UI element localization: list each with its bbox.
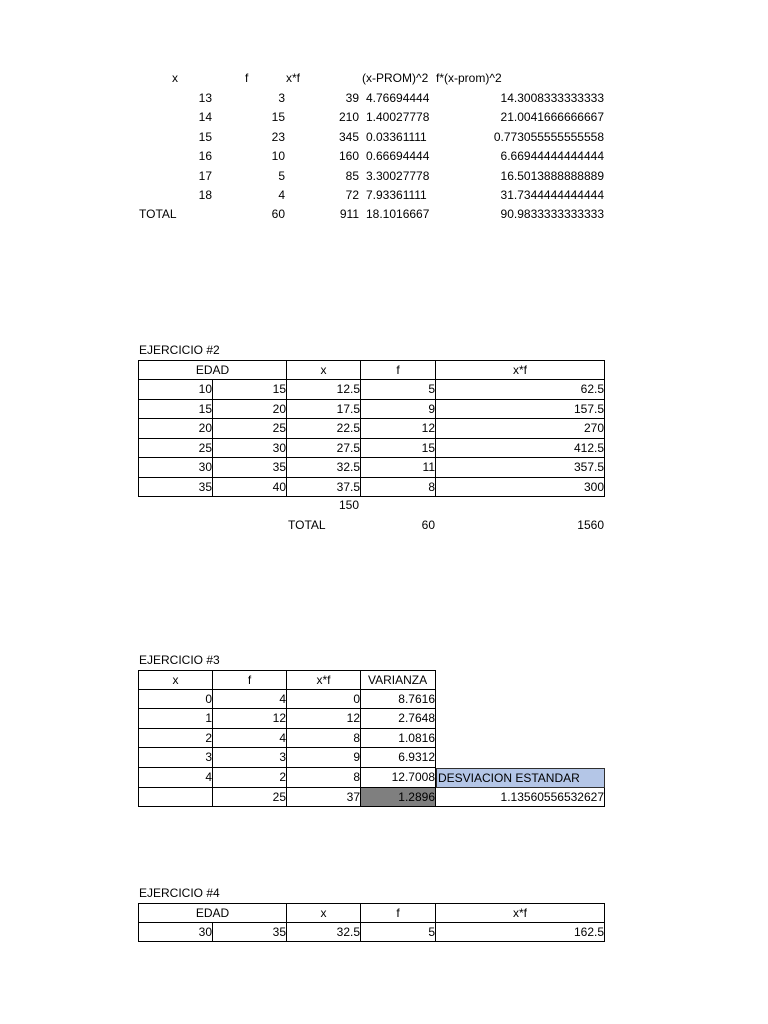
cell-x-prom-sq: 1.40027778 (366, 110, 430, 124)
cell-xf: 8 (287, 729, 361, 748)
cell-xf: 357.5 (436, 458, 605, 478)
cell-x: 22.5 (287, 419, 361, 439)
cell-edad-to: 35 (213, 923, 287, 942)
cell-x: 16 (198, 149, 212, 163)
cell-f: 4 (278, 188, 285, 202)
cell-edad-to: 40 (213, 478, 287, 497)
cell-edad-to: 25 (213, 419, 287, 439)
cell-edad-from: 10 (138, 380, 213, 400)
cell-edad-from: 30 (138, 923, 213, 942)
cell-xf: 157.5 (436, 400, 605, 419)
cell-x-prom-sq: 3.30027778 (366, 169, 430, 183)
cell-f-x-prom-sq: 31.7344444444444 (500, 188, 604, 202)
cell-f: 10 (271, 149, 285, 163)
header-x: x (287, 360, 361, 380)
cell-x: 1 (138, 709, 213, 729)
cell-f-x-prom-sq: 0.773055555555558 (493, 130, 604, 144)
cell-x: 14 (198, 110, 212, 124)
cell-x: 32.5 (287, 923, 361, 942)
ejercicio-4-title: EJERCICIO #4 (139, 886, 220, 900)
cell-xf: 85 (345, 169, 359, 183)
cell-f-x-prom-sq: 21.0041666666667 (500, 110, 604, 124)
cell-f: 15 (271, 110, 285, 124)
total-label: TOTAL (139, 207, 177, 221)
cell-x: 12.5 (287, 380, 361, 400)
cell-x: 13 (198, 91, 212, 105)
cell-xf: 162.5 (436, 923, 605, 942)
cell-f: 5 (361, 380, 436, 400)
cell-varianza: 1.0816 (361, 729, 436, 748)
cell-edad-from: 25 (138, 439, 213, 458)
header-f: f (213, 670, 287, 690)
total-xf: 1560 (577, 518, 604, 532)
cell-xf: 39 (345, 91, 359, 105)
cell-x-prom-sq: 0.66694444 (366, 149, 430, 163)
cell-varianza: 6.9312 (361, 748, 436, 768)
cell-xf: 345 (338, 130, 359, 144)
cell-f: 5 (278, 169, 285, 183)
header-f: f (245, 71, 249, 85)
cell-x: 27.5 (287, 439, 361, 458)
cell-f: 4 (213, 729, 287, 748)
cell-xf: 12 (287, 709, 361, 729)
cell-edad-to: 20 (213, 400, 287, 419)
header-xf: x*f (286, 71, 301, 85)
cell-x-prom-sq: 0.03361111 (366, 130, 427, 144)
cell-x-prom-sq: 7.93361111 (366, 188, 427, 202)
cell-edad-to: 30 (213, 439, 287, 458)
cell-f: 3 (278, 91, 285, 105)
cell-xf: 0 (287, 690, 361, 709)
cell-edad-from: 35 (138, 478, 213, 497)
cell-x: 4 (138, 768, 213, 788)
total-label: TOTAL (288, 518, 326, 532)
header-x: x (172, 71, 178, 85)
cell-f: 5 (361, 923, 436, 942)
header-f: f (361, 903, 436, 923)
desviacion-estandar-label: DESVIACION ESTANDAR (436, 768, 605, 788)
cell-x: 0 (138, 690, 213, 709)
cell-f: 2 (213, 768, 287, 788)
cell-edad-to: 15 (213, 380, 287, 400)
cell-varianza: 2.7648 (361, 709, 436, 729)
cell-f: 12 (361, 419, 436, 439)
cell-xf: 72 (345, 188, 359, 202)
cell-xf: 270 (436, 419, 605, 439)
header-x-prom-sq: (x-PROM)^2 (362, 71, 429, 85)
header-xf: x*f (287, 670, 361, 690)
total-f: 60 (271, 207, 285, 221)
cell-varianza: 8.7616 (361, 690, 436, 709)
summary-f: 25 (213, 788, 287, 807)
total-f-x-prom-sq: 90.9833333333333 (500, 207, 604, 221)
cell-xf: 160 (338, 149, 359, 163)
total-f: 60 (421, 518, 435, 532)
header-varianza: VARIANZA (361, 670, 436, 690)
cell-f: 9 (361, 400, 436, 419)
cell-edad-to: 35 (213, 458, 287, 478)
cell-f-x-prom-sq: 14.3008333333333 (500, 91, 604, 105)
header-f-x-prom-sq: f*(x-prom)^2 (436, 71, 502, 85)
cell-x: 32.5 (287, 458, 361, 478)
cell-varianza: 12.7008 (361, 768, 436, 788)
cell-f: 8 (361, 478, 436, 497)
header-x: x (138, 670, 213, 690)
header-f: f (361, 360, 436, 380)
cell-xf: 210 (338, 110, 359, 124)
summary-x (138, 788, 213, 807)
extra-value: 150 (338, 498, 360, 512)
header-xf: x*f (436, 903, 605, 923)
header-edad: EDAD (138, 903, 287, 923)
cell-xf: 8 (287, 768, 361, 788)
cell-f: 12 (213, 709, 287, 729)
cell-xf: 62.5 (436, 380, 605, 400)
cell-x: 2 (138, 729, 213, 748)
header-xf: x*f (436, 360, 605, 380)
total-x-prom-sq: 18.1016667 (366, 207, 430, 221)
cell-f: 11 (361, 458, 436, 478)
cell-f: 23 (271, 130, 285, 144)
cell-xf: 9 (287, 748, 361, 768)
summary-varianza: 1.2896 (361, 788, 436, 807)
cell-f: 4 (213, 690, 287, 709)
cell-f: 15 (361, 439, 436, 458)
cell-xf: 300 (436, 478, 605, 497)
total-xf: 911 (339, 207, 359, 221)
cell-x: 37.5 (287, 478, 361, 497)
desviacion-estandar-value: 1.13560556532627 (436, 788, 605, 807)
cell-f-x-prom-sq: 6.66944444444444 (500, 149, 604, 163)
cell-x: 18 (198, 188, 212, 202)
header-edad: EDAD (138, 360, 287, 380)
cell-edad-from: 30 (138, 458, 213, 478)
cell-xf: 412.5 (436, 439, 605, 458)
cell-x: 17.5 (287, 400, 361, 419)
cell-f: 3 (213, 748, 287, 768)
header-x: x (287, 903, 361, 923)
cell-edad-from: 15 (138, 400, 213, 419)
cell-x: 15 (198, 130, 212, 144)
summary-xf: 37 (287, 788, 361, 807)
ejercicio-2-title: EJERCICIO #2 (139, 343, 220, 357)
cell-edad-from: 20 (138, 419, 213, 439)
cell-x: 17 (198, 169, 212, 183)
cell-x-prom-sq: 4.76694444 (366, 91, 430, 105)
cell-f-x-prom-sq: 16.5013888888889 (500, 169, 604, 183)
ejercicio-3-title: EJERCICIO #3 (139, 653, 220, 667)
cell-x: 3 (138, 748, 213, 768)
